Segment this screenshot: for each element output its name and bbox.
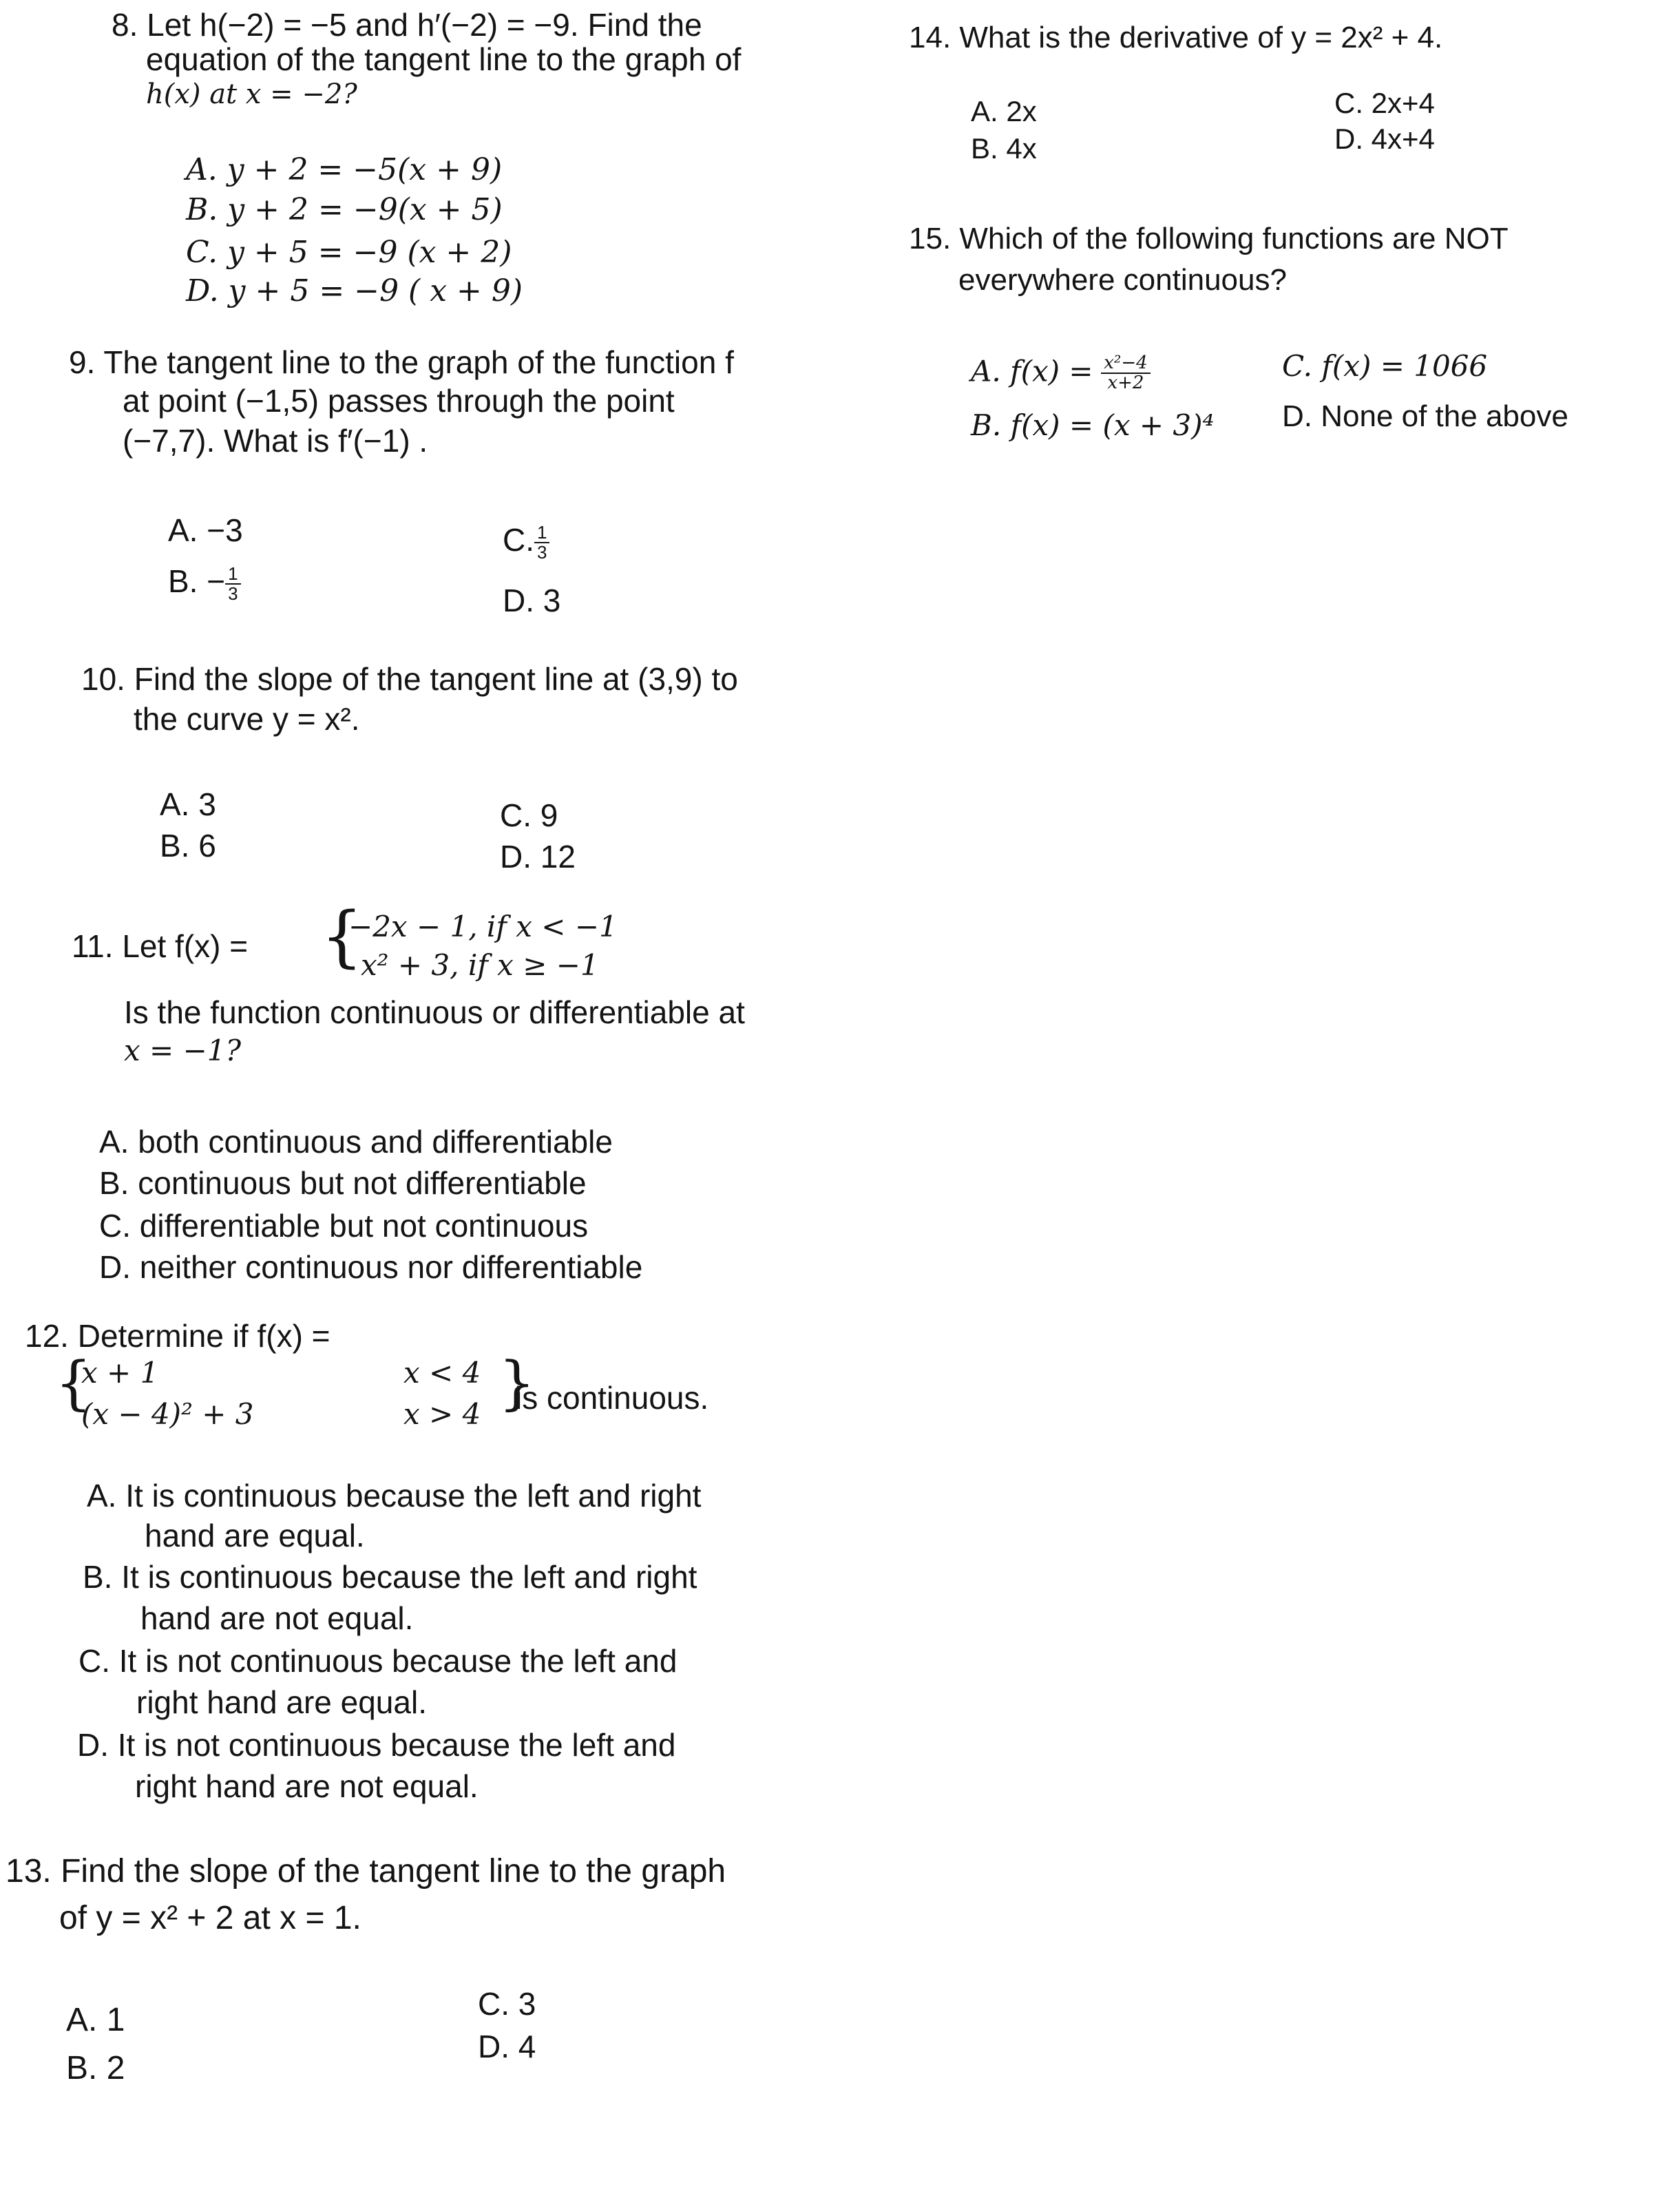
q9-option-c-numerator: 1 — [534, 523, 549, 543]
q15-option-a-prefix: A. f(x) = — [971, 354, 1093, 388]
q12-option-b-line2: hand are not equal. — [140, 1600, 414, 1636]
q13-line1: 13. Find the slope of the tangent line to the graph — [6, 1853, 726, 1890]
q9-option-c — [503, 522, 549, 562]
q15-option-b: B. f(x) = (x + 3)⁴ — [971, 408, 1215, 442]
q15-line2: everywhere continuous? — [958, 263, 1287, 297]
q15-option-a-numerator: x²−4 — [1101, 354, 1150, 374]
q12-case2-expr: (x − 4)² + 3 — [81, 1397, 254, 1431]
q11-label: 11. Let f(x) = — [72, 928, 249, 964]
q8-line2: equation of the tangent line to the graph of — [146, 41, 742, 77]
q14-option-d: D. 4x+4 — [1334, 123, 1435, 155]
q15-line1: 15. Which of the following functions are NOT — [909, 222, 1509, 255]
q11-option-d: D. neither continuous nor differentiable — [99, 1249, 643, 1285]
q9-option-a: A. −3 — [168, 512, 243, 548]
q9-option-b-prefix: B. − — [168, 563, 226, 599]
q9-option-b — [168, 563, 241, 603]
q9-option-c-prefix: C. — [503, 522, 534, 558]
q10-option-b: B. 6 — [160, 828, 216, 864]
q8-line3: h(x) at x = −2? — [146, 78, 357, 110]
q15-option-a — [971, 354, 1151, 393]
q14-line1: 14. What is the derivative of y = 2x² + 4. — [909, 21, 1443, 54]
q12-option-d-line1: D. It is not continuous because the left and — [77, 1727, 676, 1763]
q9-option-b-denominator: 3 — [228, 583, 238, 604]
q12-option-a-line2: hand are equal. — [145, 1518, 365, 1553]
q11-case2: x² + 3, if x ≥ −1 — [361, 948, 599, 982]
q9-option-c-fraction — [534, 523, 549, 563]
q13-line2: of y = x² + 2 at x = 1. — [59, 1900, 361, 1936]
q10-option-c: C. 9 — [500, 797, 558, 833]
q13-option-d: D. 4 — [478, 2029, 536, 2064]
q13-option-a: A. 1 — [66, 2002, 125, 2038]
q8-option-a: A. y + 2 = −5(x + 9) — [186, 152, 503, 187]
q8-option-d: D. y + 5 = −9 ( x + 9) — [186, 273, 523, 308]
q15-option-a-denominator: x+2 — [1107, 373, 1144, 394]
q11-option-a: A. both continuous and differentiable — [99, 1124, 613, 1160]
q15-option-a-fraction — [1101, 354, 1150, 393]
q12-right-brace-icon: } — [498, 1349, 536, 1416]
q9-option-d: D. 3 — [503, 583, 561, 618]
q12-case2-cond: x > 4 — [403, 1397, 481, 1431]
q11-line2: Is the function continuous or differentiable at — [124, 994, 745, 1030]
q8-option-c: C. y + 5 = −9 (x + 2) — [186, 235, 512, 270]
q11-case1: −2x − 1, if x < −1 — [348, 910, 618, 943]
q12-option-a-line1: A. It is continuous because the left and right — [87, 1478, 702, 1514]
q10-option-a: A. 3 — [160, 786, 216, 822]
q12-line1: 12. Determine if f(x) = — [25, 1318, 330, 1354]
q8-line1: 8. Let h(−2) = −5 and h′(−2) = −9. Find the — [112, 7, 702, 43]
q12-tail: is continuous. — [515, 1380, 709, 1416]
q14-option-a: A. 2x — [971, 95, 1037, 127]
q9-line3: (−7,7). What is f′(−1) . — [123, 423, 428, 459]
q9-line1: 9. The tangent line to the graph of the function f — [69, 344, 734, 380]
q13-option-c: C. 3 — [478, 1986, 536, 2022]
q9-line2: at point (−1,5) passes through the point — [123, 383, 675, 419]
q8-option-b: B. y + 2 = −9(x + 5) — [186, 192, 503, 227]
q14-option-c: C. 2x+4 — [1334, 87, 1435, 119]
q10-line2: the curve y = x². — [134, 701, 360, 737]
q10-line1: 10. Find the slope of the tangent line at (3,9) to — [81, 661, 738, 697]
q15-option-d: D. None of the above — [1282, 399, 1568, 433]
q11-line3: x = −1? — [124, 1034, 242, 1067]
q14-option-b: B. 4x — [971, 132, 1037, 165]
q11-option-b: B. continuous but not differentiable — [99, 1165, 587, 1201]
q9-option-b-fraction — [225, 565, 240, 604]
q12-brace-icon: { — [55, 1349, 92, 1416]
q12-option-b-line1: B. It is continuous because the left and right — [83, 1559, 697, 1595]
q11-option-c: C. differentiable but not continuous — [99, 1208, 589, 1244]
q12-case1-expr: x + 1 — [81, 1356, 159, 1390]
q13-option-b: B. 2 — [66, 2050, 125, 2086]
q11-brace-icon: { — [321, 898, 364, 975]
q12-option-c-line1: C. It is not continuous because the left and — [78, 1643, 678, 1679]
q12-option-d-line2: right hand are not equal. — [135, 1768, 479, 1804]
q12-case1-cond: x < 4 — [403, 1356, 481, 1390]
q9-option-b-numerator: 1 — [225, 565, 240, 585]
q9-option-c-denominator: 3 — [537, 541, 547, 563]
q10-option-d: D. 12 — [500, 839, 576, 875]
q15-option-c: C. f(x) = 1066 — [1282, 349, 1488, 383]
q12-option-c-line2: right hand are equal. — [136, 1684, 427, 1720]
